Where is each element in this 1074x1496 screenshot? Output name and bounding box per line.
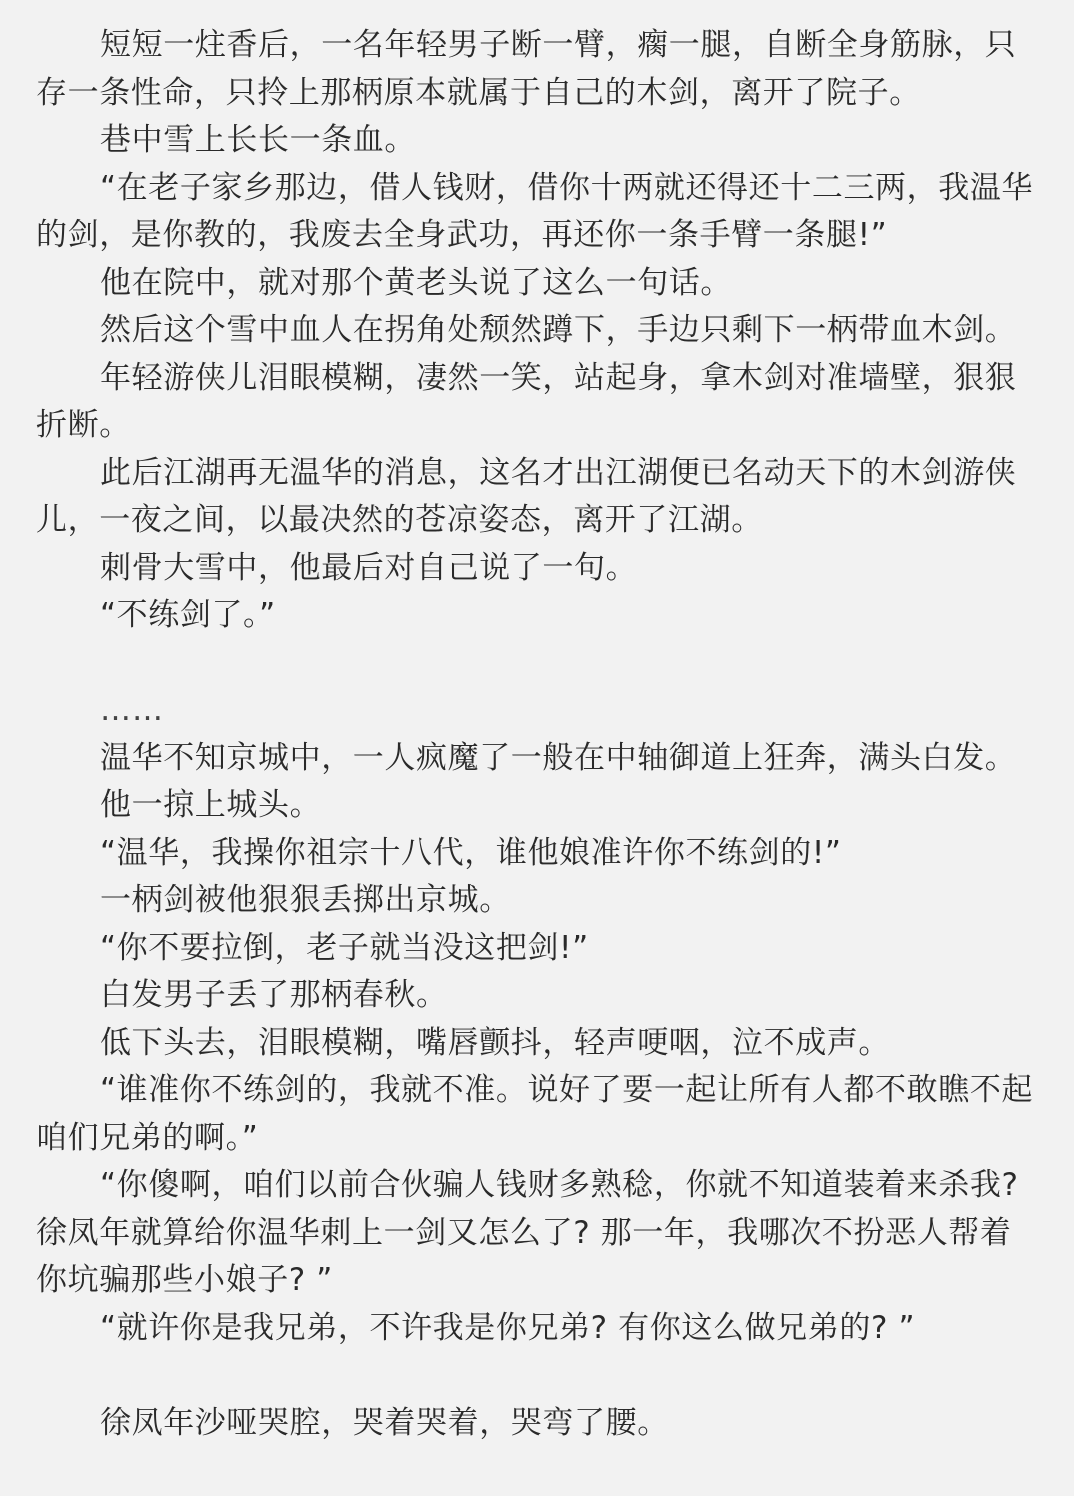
- paragraph: 白发男子丢了那柄春秋。: [100, 977, 448, 1013]
- blank-line: [36, 1352, 1040, 1400]
- paragraph: 巷中雪上长长一条血。: [100, 122, 416, 158]
- paragraph: “你不要拉倒，老子就当没这把剑!”: [100, 929, 589, 966]
- final-paragraph: 徐凤年沙哑哭腔，哭着哭着，哭弯了腰。: [100, 1404, 669, 1441]
- paragraph: “你傻啊，咱们以前合伙骗人钱财多熟稔，你就不知道装着来杀我?徐凤年就算给你温华刺上一剑又怎么了? 那一年，我哪次不扮恶人帮着你坑骗那些小娘子? ”: [36, 1167, 1019, 1298]
- paragraph: 低下头去，泪眼模糊，嘴唇颤抖，轻声哽咽，泣不成声。: [100, 1024, 890, 1061]
- paragraph: 年轻游侠儿泪眼模糊，凄然一笑，站起身，拿木剑对准墙壁，狠狠折断。: [36, 359, 1017, 443]
- paragraph: 刺骨大雪中，他最后对自己说了一句。: [100, 549, 638, 586]
- paragraph: “谁准你不练剑的，我就不准。说好了要一起让所有人都不敢瞧不起咱们兄弟的啊。”: [36, 1072, 1034, 1156]
- paragraph: 此后江湖再无温华的消息，这名才出江湖便已名动天下的木剑游侠儿，一夜之间，以最决然的苍凉姿态，离开了江湖。: [36, 454, 1017, 538]
- paragraph: 温华不知京城中，一人疯魔了一般在中轴御道上狂奔，满头白发。: [100, 739, 1017, 776]
- paragraph: 他在院中，就对那个黄老头说了这么一句话。: [100, 264, 732, 301]
- blank-line: [36, 640, 1040, 688]
- section-separator: ……: [100, 692, 164, 728]
- paragraph: 一柄剑被他狠狠丢掷出京城。: [100, 882, 511, 918]
- paragraph: “不练剑了。”: [100, 597, 276, 633]
- paragraph: “就许你是我兄弟，不许我是你兄弟? 有你这么做兄弟的? ”: [100, 1309, 916, 1346]
- paragraph: “在老子家乡那边，借人钱财，借你十两就还得还十二三两，我温华的剑，是你教的，我废去全身武功，再还你一条手臂一条腿!”: [36, 169, 1034, 253]
- bottom-padding: [36, 1447, 1040, 1471]
- paragraph: “温华，我操你祖宗十八代，谁他娘准许你不练剑的!”: [100, 834, 842, 871]
- paragraph: 短短一炷香后，一名年轻男子断一臂，瘸一腿，自断全身筋脉，只存一条性命，只拎上那柄原本就属于自己的木剑，离开了院子。: [36, 27, 1017, 111]
- paragraph: 他一掠上城头。: [100, 787, 322, 823]
- paragraph: 然后这个雪中血人在拐角处颓然蹲下，手边只剩下一柄带血木剑。: [100, 312, 1017, 348]
